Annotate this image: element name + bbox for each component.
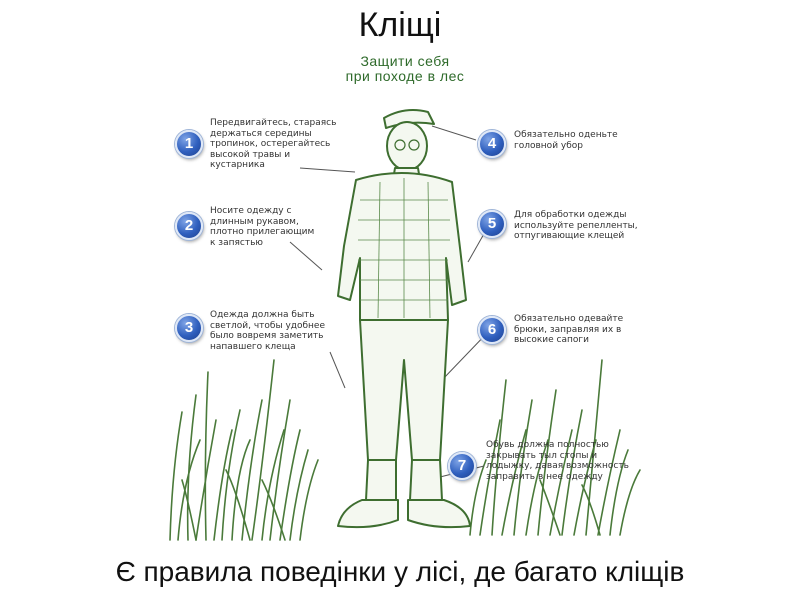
subtitle-line-2: при походе в лес: [345, 68, 465, 84]
jacket: [338, 173, 466, 320]
tip-6-badge: 6: [478, 316, 506, 344]
tip-6-text: Обязательно одевайте брюки, заправляя их в высокие сапоги: [514, 314, 624, 345]
grass-left: [170, 360, 318, 540]
tip-3-text: Одежда должна быть светлой, чтобы удобнее было вовремя заметить напавшего клеща: [210, 310, 326, 352]
tip-1-text: Передвигайтесь, стараясь держаться середины тропинок, остерегайтесь высокой травы и кустарника: [210, 118, 337, 170]
slide-title: Кліщі: [358, 6, 442, 44]
tip-5-text: Для обработки одежды используйте репелленты, отпугивающие клещей: [514, 210, 638, 241]
boot-right-shaft: [410, 460, 442, 500]
slide-caption: Є правила поведінки у лісі, де багато кліщів: [115, 556, 685, 587]
tip-4-badge: 4: [478, 130, 506, 158]
tip-4-text: Обязательно оденьте головной убор: [514, 130, 618, 151]
boot-left-shaft: [366, 460, 396, 500]
tip-1-badge: 1: [175, 130, 203, 158]
tip-7-text: Обувь должна полностью закрывать тыл стопы и лодыжку, давая возможность заправить в нее одежду: [486, 440, 629, 482]
tip-2-badge: 2: [175, 212, 203, 240]
boot-left: [338, 500, 398, 527]
tip-3-badge: 3: [175, 314, 203, 342]
subtitle-line-1: Защити себя: [360, 53, 450, 69]
boot-right: [408, 500, 470, 527]
head: [387, 122, 427, 170]
tip-7-badge: 7: [448, 452, 476, 480]
tip-5-badge: 5: [478, 210, 506, 238]
tip-2-text: Носите одежду с длинным рукавом, плотно прилегающим к запястью: [210, 206, 315, 248]
trousers: [360, 320, 448, 460]
